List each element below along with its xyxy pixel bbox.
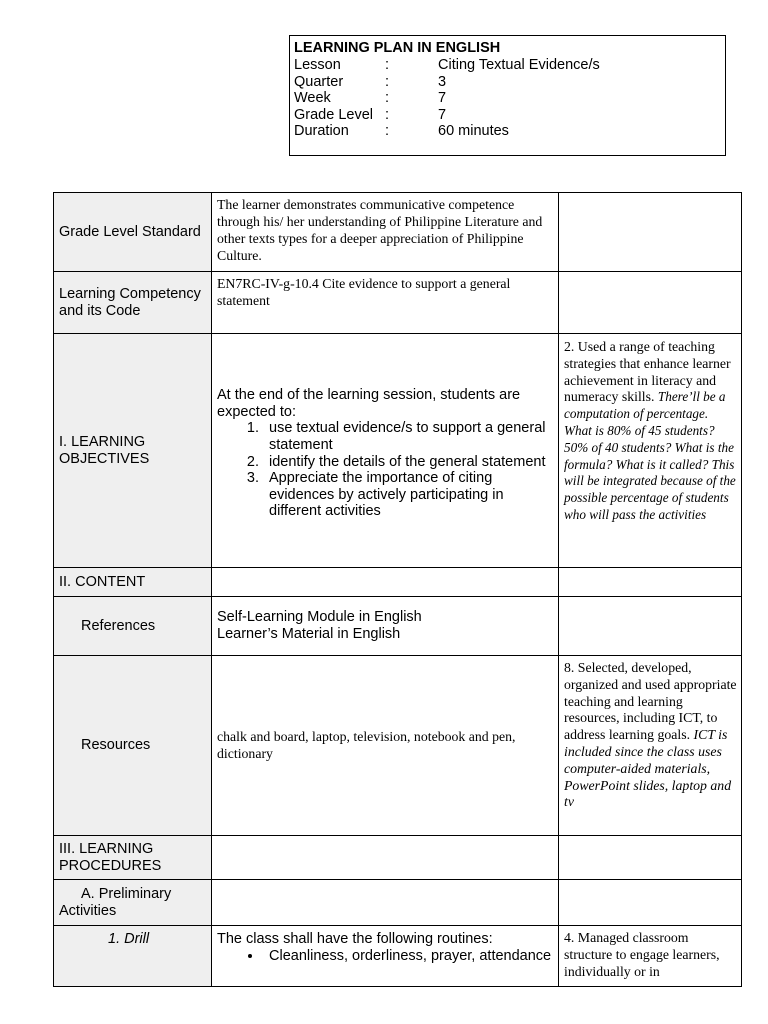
header-label: Lesson bbox=[294, 57, 341, 73]
header-label: Week bbox=[294, 90, 331, 107]
label-cell bbox=[54, 597, 212, 656]
objective-item: 2. identify the details of the general statement bbox=[263, 454, 558, 471]
resources-text: chalk and board, laptop, television, notebook and pen, dictionary bbox=[217, 728, 516, 761]
standard-text: The learner demonstrates communicative competence through his/ her understanding of Philippine Literature and other texts types for a deeper appreciation of Philippine Culture. bbox=[217, 197, 543, 263]
header-colon: : bbox=[385, 73, 390, 90]
content-cell bbox=[212, 836, 559, 880]
drill-list bbox=[217, 948, 558, 965]
indicator-note: 2. Used a range of teaching strategies that enhance learner achievement in literacy and numeracy skills. bbox=[564, 339, 731, 405]
header-row-week bbox=[294, 90, 725, 107]
row-label: II. CONTENT bbox=[59, 573, 146, 590]
reference-item: Learner’s Material in English bbox=[217, 626, 401, 642]
competency-text: EN7RC-IV-g-10.4 Cite evidence to support a general statement bbox=[217, 276, 511, 308]
indicator-note-italic: ICT is included since the class uses computer-aided materials, PowerPoint slides, laptop and tv bbox=[564, 727, 732, 810]
row-content bbox=[54, 568, 742, 597]
objectives-list bbox=[217, 420, 558, 520]
content-cell bbox=[212, 926, 559, 987]
content-cell bbox=[212, 272, 559, 334]
header-row-grade-level bbox=[294, 107, 725, 124]
row-references bbox=[54, 597, 742, 656]
objectives-intro: At the end of the learning session, students are expected to: bbox=[217, 387, 521, 420]
content-cell bbox=[212, 597, 559, 656]
reference-item: Self-Learning Module in English bbox=[217, 609, 422, 626]
content-cell bbox=[212, 880, 559, 926]
row-label: III. LEARNING PROCEDURES bbox=[59, 840, 162, 874]
label-cell bbox=[54, 880, 212, 926]
note-cell bbox=[559, 656, 742, 836]
content-cell bbox=[212, 568, 559, 597]
header-label: Quarter bbox=[294, 73, 344, 90]
label-cell bbox=[54, 836, 212, 880]
row-drill bbox=[54, 926, 742, 987]
objective-item: 1. use textual evidence/s to support a general statement bbox=[263, 420, 558, 453]
note-cell bbox=[559, 926, 742, 987]
content-cell bbox=[212, 656, 559, 836]
content-cell bbox=[212, 334, 559, 568]
label-cell bbox=[54, 926, 212, 987]
row-label: 1. Drill bbox=[108, 931, 150, 947]
row-resources bbox=[54, 656, 742, 836]
drill-item: • Cleanliness, orderliness, prayer, attendance bbox=[263, 948, 558, 965]
note-cell bbox=[559, 568, 742, 597]
header-row-duration bbox=[294, 123, 725, 140]
lesson-header-box bbox=[289, 35, 726, 156]
header-value: 60 minutes bbox=[438, 123, 509, 140]
header-value: Citing Textual Evidence/s bbox=[438, 57, 600, 73]
row-label: Grade Level Standard bbox=[59, 223, 201, 240]
row-learning-competency bbox=[54, 272, 742, 334]
header-colon: : bbox=[385, 90, 390, 107]
note-cell bbox=[559, 880, 742, 926]
header-row-quarter bbox=[294, 74, 725, 91]
note-cell bbox=[559, 836, 742, 880]
label-cell bbox=[54, 272, 212, 334]
indicator-note: 4. Managed classroom structure to engage learners, individually or in bbox=[564, 930, 720, 979]
row-label: References bbox=[81, 617, 156, 634]
note-cell bbox=[559, 334, 742, 568]
row-label: I. LEARNING OBJECTIVES bbox=[59, 433, 150, 467]
objective-item: 3. Appreciate the importance of citing evidences by actively participating in different activities bbox=[263, 470, 558, 520]
row-label: A. Preliminary Activities bbox=[59, 885, 172, 919]
note-cell bbox=[559, 597, 742, 656]
label-cell bbox=[54, 334, 212, 568]
content-cell bbox=[212, 193, 559, 272]
header-row-lesson bbox=[294, 57, 725, 74]
header-value: 7 bbox=[438, 90, 447, 107]
label-cell bbox=[54, 193, 212, 272]
label-cell bbox=[54, 656, 212, 836]
header-value: 7 bbox=[438, 106, 447, 123]
header-label: Duration bbox=[294, 123, 349, 140]
indicator-note-italic: There’ll be a computation of percentage. What is 80% of 45 students? 50% of 40 students? What is the formula? What is it called? This will be integrated because of the possible percentage of students who will pass the activities bbox=[564, 389, 736, 522]
header-label: Grade Level bbox=[294, 106, 373, 123]
label-cell bbox=[54, 568, 212, 597]
row-learning-objectives bbox=[54, 334, 742, 568]
row-grade-level-standard bbox=[54, 193, 742, 272]
row-preliminary-activities bbox=[54, 880, 742, 926]
note-cell bbox=[559, 193, 742, 272]
header-colon: : bbox=[385, 57, 390, 73]
header-value: 3 bbox=[438, 73, 447, 90]
header-colon: : bbox=[385, 106, 390, 123]
note-cell bbox=[559, 272, 742, 334]
header-colon: : bbox=[385, 123, 390, 140]
row-learning-procedures bbox=[54, 836, 742, 880]
indicator-note: 8. Selected, developed, organized and used appropriate teaching and learning resources, including ICT, to address learning goals. bbox=[564, 660, 737, 743]
drill-intro: The class shall have the following routines: bbox=[217, 931, 493, 947]
document-title: LEARNING PLAN IN ENGLISH bbox=[294, 40, 501, 56]
row-label: Learning Competency and its Code bbox=[59, 285, 201, 319]
row-label: Resources bbox=[81, 737, 151, 754]
learning-plan-table bbox=[53, 192, 742, 987]
